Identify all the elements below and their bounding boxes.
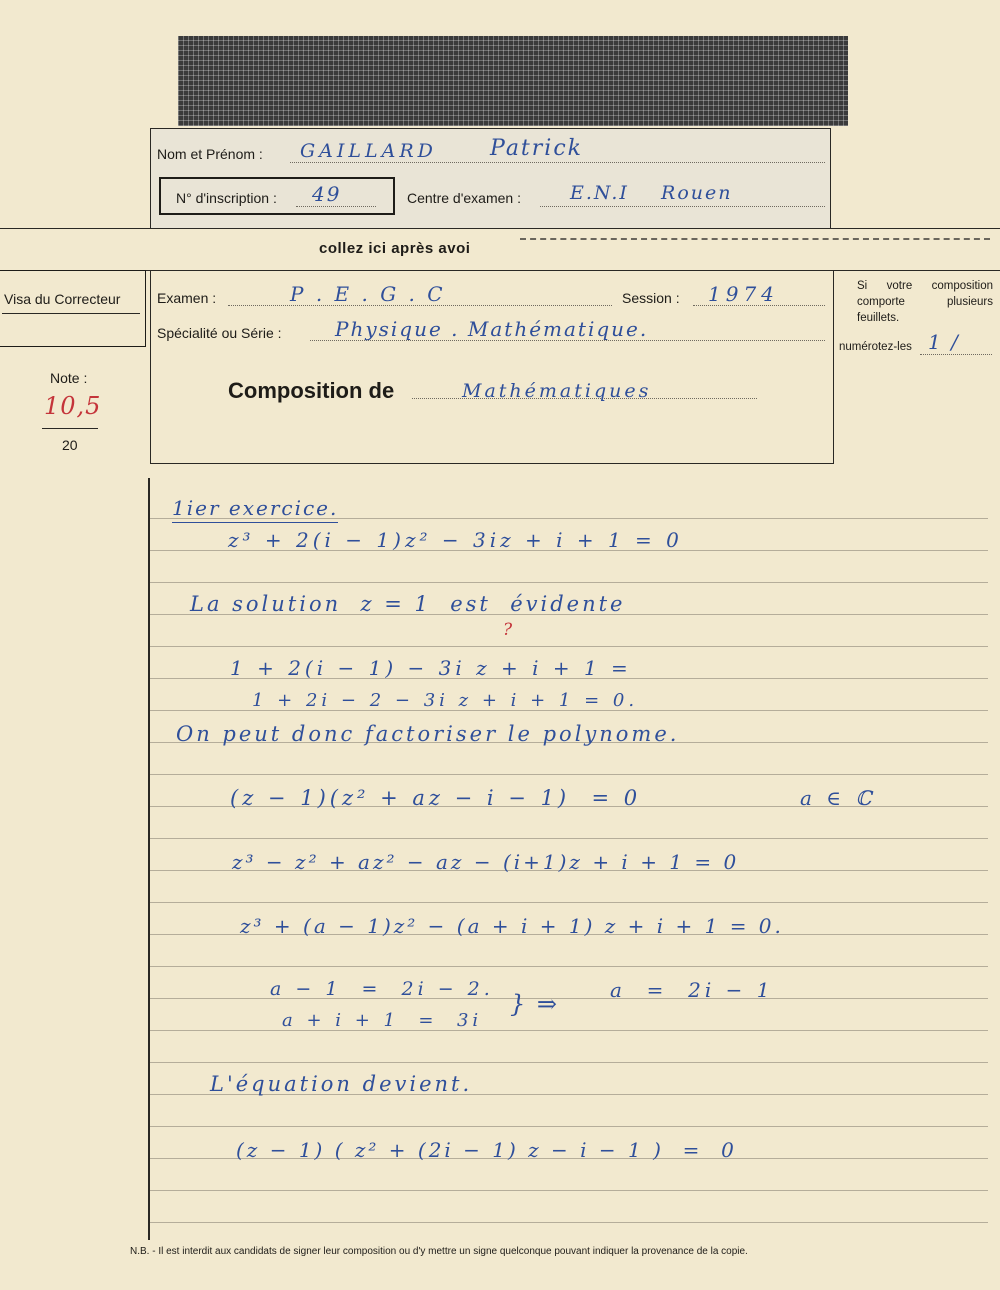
examen-label: Examen : [157,290,217,306]
ruled-line [150,774,988,775]
note-value: 10,5 [44,392,102,420]
ruled-line [150,1030,988,1031]
system-brace: } ⇒ [510,990,560,1018]
system-line-2: a + i + 1 = 3i [282,1010,483,1031]
a-in-c: a ∈ ℂ [800,786,876,810]
nom-dotline [290,162,825,163]
session-label: Session : [622,290,680,306]
final-equation: (z − 1) ( z² + (2i − 1) z − i − 1 ) = 0 [236,1138,737,1162]
examen-value: P . E . G . C [290,282,446,306]
nb-footer: N.B. - Il est interdit aux candidats de signer leur composition ou d'y mettre un signe quelconque pouvant indiquer la provenance de la copie. [130,1246,748,1257]
centre-label: Centre d'examen : [407,190,521,206]
ruled-line [150,1190,988,1191]
centre-dotline [540,206,825,207]
specialite-value: Physique . Mathématique. [335,317,649,341]
note-label: Note : [50,370,88,386]
system-line-1: a − 1 = 2i − 2. [270,978,494,1000]
inscription-value: 49 [312,182,342,206]
exercise-title: 1ier exercice. [172,496,338,523]
collez-text: collez ici après avoi [319,240,471,257]
factor-line: (z − 1)(z² + az − i − 1) = 0 [230,786,642,810]
ruled-line [150,838,988,839]
header-left-rule [150,128,151,228]
exam-right-rule [833,270,834,463]
composition-value: Mathématiques [462,380,652,402]
ruled-line [150,1062,988,1063]
correction-mark: ? [503,620,515,640]
visa-label: Visa du Correcteur [4,291,121,307]
note-fraction-bar [42,428,98,429]
note-denominator: 20 [62,437,78,453]
factorise-line: On peut donc factoriser le polynome. [176,722,680,746]
specialite-label: Spécialité ou Série : [157,325,282,341]
equation-becomes: L'équation devient. [210,1072,473,1096]
inscription-dotline [296,206,376,207]
header-right-rule [830,128,831,228]
verification-line-1: 1 + 2(i − 1) − 3i z + i + 1 = [230,656,632,680]
header-top-rule [150,128,830,129]
verification-line-2: 1 + 2i − 2 − 3i z + i + 1 = 0. [252,690,639,711]
session-value: 1974 [708,282,779,306]
equation-line: z³ + 2(i − 1)z² − 3iz + i + 1 = 0 [228,528,683,552]
ruled-line [150,1222,988,1223]
nom-label: Nom et Prénom : [157,146,263,162]
ruled-line [150,902,988,903]
torn-edge [520,230,990,240]
inscription-label: N° d'inscription : [176,190,277,206]
feuillets-note: Si votre composition comporte plusieurs feuillets. [857,280,993,324]
ruled-line [150,646,988,647]
visa-box [0,270,146,347]
ruled-line [150,966,988,967]
centre-value: E.N.I Rouen [570,182,733,204]
masking-grid [178,36,848,126]
solution-line: La solution z = 1 est évidente [190,592,626,616]
a-result: a = 2i − 1 [610,978,774,1002]
ruled-line [150,1126,988,1127]
exam-bottom-rule [150,463,834,464]
nom-value: GAILLARD [300,140,437,162]
exam-left-rule [150,270,151,463]
prenom-value: Patrick [490,136,583,161]
numerotez-value: 1 / [928,330,960,354]
expansion-line-1: z³ − z² + az² − az − (i+1)z + i + 1 = 0 [232,850,740,874]
ruled-line [150,582,988,583]
expansion-line-2: z³ + (a − 1)z² − (a + i + 1) z + i + 1 = 0. [240,914,784,938]
numerotez-dotline [920,354,992,355]
numerotez-label: numérotez-les [839,341,912,353]
visa-underline [2,313,140,314]
composition-label: Composition de [228,378,395,403]
cut-line [0,228,1000,229]
